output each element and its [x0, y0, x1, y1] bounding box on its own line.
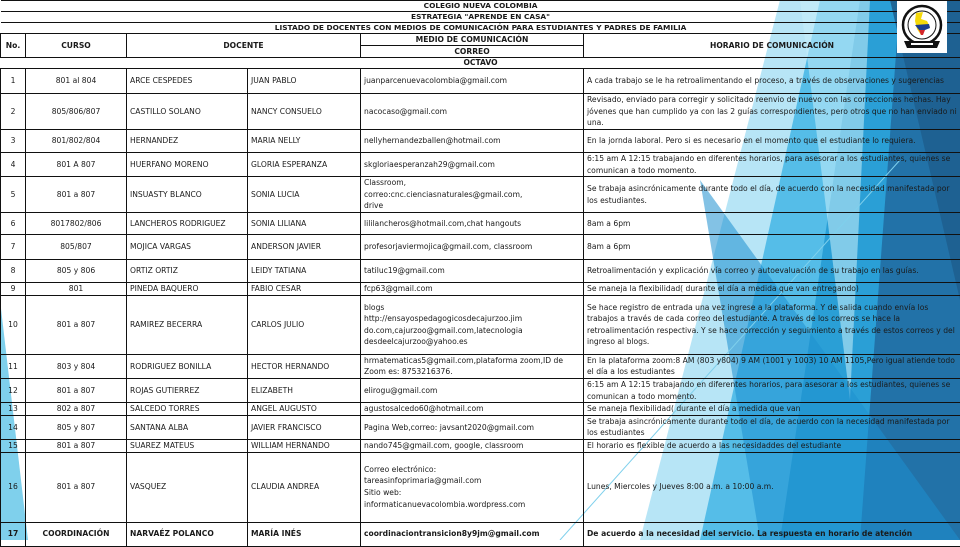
table-row	[1, 213, 960, 235]
cell-nombres: ELIZABETH	[248, 378, 361, 402]
cell-apellidos: ARCE CESPEDES	[127, 69, 248, 94]
cell-horario: Lunes, Miercoles y Jueves 8:00 a.m. a 10:00 a.m.	[584, 452, 960, 522]
cell-nombres: MARIA NELLY	[248, 130, 361, 153]
cell-nombres: MARÍA INÉS	[248, 522, 361, 546]
table-row	[1, 354, 960, 378]
cell-horario: 8am a 6pm	[584, 235, 960, 260]
list-title: LISTADO DE DOCENTES CON MEDIOS DE COMUNICACIÓN PARA ESTUDIANTES Y PADRES DE FAMILIA	[1, 23, 960, 34]
cell-medio[interactable]: hrmatematicas5@gmail.com,plataforma zoom,ID de Zoom es: 8753216376.	[361, 354, 584, 378]
table-row	[1, 295, 960, 354]
cell-no: 16	[1, 452, 26, 522]
cell-medio[interactable]	[361, 452, 584, 522]
cell-horario: 6:15 am A 12:15 trabajando en diferentes horarios, para asesorar a los estudiantes, quienes se comunican a todo momento.	[584, 378, 960, 402]
column-header-curso: CURSO	[26, 34, 127, 58]
cell-no: 1	[1, 69, 26, 94]
cell-nombres: JAVIER FRANCISCO	[248, 415, 361, 439]
column-header-horario: HORARIO DE COMUNICACIÓN	[584, 34, 960, 58]
column-header-medio: MEDIO DE COMUNICACIÓN	[361, 34, 584, 46]
cell-nombres: NANCY CONSUELO	[248, 94, 361, 130]
cell-no: 10	[1, 295, 26, 354]
cell-apellidos: SANTANA ALBA	[127, 415, 248, 439]
medio-line: do.com,cajurzoo@gmail.com,latecnologia	[364, 325, 580, 337]
medio-line: correo:cnc.cienciasnaturales@gmail.com,	[364, 189, 580, 201]
cell-curso: 801 a 807	[26, 452, 127, 522]
cell-medio[interactable]: elirogu@gmail.com	[361, 378, 584, 402]
cell-curso: 801 a 807	[26, 295, 127, 354]
table-row	[1, 260, 960, 283]
cell-medio[interactable]: nellyhernandezballen@hotmail.com	[361, 130, 584, 153]
cell-horario: En la jornda laboral. Pero si es necesario en el momento que el estudiante lo requiera.	[584, 130, 960, 153]
cell-no: 2	[1, 94, 26, 130]
table-row	[1, 153, 960, 177]
cell-horario: En la plataforma zoom:8 AM (803 y804) 9 AM (1001 y 1003) 10 AM 1105,Pero igual atiende todo el día a los estudiantes	[584, 354, 960, 378]
cell-no: 14	[1, 415, 26, 439]
cell-medio[interactable]: coordinaciontransicion8y9jm@gmail.com	[361, 522, 584, 546]
cell-curso: 805/806/807	[26, 94, 127, 130]
cell-horario: Se trabaja asincrónicamente durante todo el día, de acuerdo con la necesidad manifestada por los estudiantes	[584, 415, 960, 439]
strategy-title: ESTRATEGIA "APRENDE EN CASA"	[1, 12, 960, 23]
cell-medio[interactable]: Pagina Web,correo: javsant2020@gmail.com	[361, 415, 584, 439]
cell-curso: 801 A 807	[26, 153, 127, 177]
cell-apellidos: PINEDA BAQUERO	[127, 283, 248, 296]
cell-nombres: ANDERSON JAVIER	[248, 235, 361, 260]
cell-apellidos: RODRIGUEZ BONILLA	[127, 354, 248, 378]
cell-no: 3	[1, 130, 26, 153]
cell-horario: De acuerdo a la necesidad del servicio. La respuesta en horario de atención	[584, 522, 960, 546]
cell-horario: Retroalimentación y explicación vía correo y autoevaluación de su trabajo en las guías.	[584, 260, 960, 283]
table-row	[1, 177, 960, 213]
cell-curso: 801	[26, 283, 127, 296]
cell-no: 17	[1, 522, 26, 546]
cell-horario: Se hace registro de entrada una vez ingrese a la plataforma. Y de salida cuando envía los trabajos a través de cada correo del estudiante. A través de los correos se hace la retroalimentación respectiva. Y se hace corrección y seguimiento a través de estos correos y del ingreso al blogs.	[584, 295, 960, 354]
cell-no: 11	[1, 354, 26, 378]
cell-nombres: JUAN PABLO	[248, 69, 361, 94]
cell-nombres: SONIA LILIANA	[248, 213, 361, 235]
cell-apellidos: ROJAS GUTIERREZ	[127, 378, 248, 402]
cell-no: 9	[1, 283, 26, 296]
cell-medio[interactable]: tatiluc19@gmail.com	[361, 260, 584, 283]
cell-apellidos: SALCEDO TORRES	[127, 403, 248, 416]
cell-curso: 805 y 806	[26, 260, 127, 283]
cell-nombres: LEIDY TATIANA	[248, 260, 361, 283]
table-row	[1, 235, 960, 260]
medio-line: Correo electrónico:	[364, 464, 580, 476]
cell-apellidos: HUERFANO MORENO	[127, 153, 248, 177]
cell-horario: Se maneja la flexibilidad( durante el día a medida que van entregando)	[584, 283, 960, 296]
cell-medio[interactable]: juanparcenuevacolombia@gmail.com	[361, 69, 584, 94]
cell-no: 15	[1, 439, 26, 452]
medio-line: informaticanuevacolombia.wordpress.com	[364, 499, 580, 511]
cell-medio[interactable]: agustosalcedo60@hotmail.com	[361, 403, 584, 416]
table-row	[1, 439, 960, 452]
medio-line: blogs	[364, 302, 580, 314]
table-row	[1, 403, 960, 416]
cell-medio[interactable]: nacocaso@gmail.com	[361, 94, 584, 130]
table-row	[1, 452, 960, 522]
cell-apellidos: MOJICA VARGAS	[127, 235, 248, 260]
cell-nombres: CARLOS JULIO	[248, 295, 361, 354]
cell-curso: 801 a 807	[26, 439, 127, 452]
cell-curso: 801 al 804	[26, 69, 127, 94]
cell-medio[interactable]: nando745@gmail.com, google, classroom	[361, 439, 584, 452]
cell-medio[interactable]: lililancheros@hotmail.com,chat hangouts	[361, 213, 584, 235]
cell-nombres: GLORIA ESPERANZA	[248, 153, 361, 177]
cell-nombres: HECTOR HERNANDO	[248, 354, 361, 378]
cell-apellidos: SUAREZ MATEUS	[127, 439, 248, 452]
table-row	[1, 378, 960, 402]
cell-no: 12	[1, 378, 26, 402]
cell-medio[interactable]: skgloriaesperanzah29@gmail.com	[361, 153, 584, 177]
column-header-correo: CORREO	[361, 46, 584, 58]
cell-horario: El horario es flexible de acuerdo a las necesidaddes del estudiante	[584, 439, 960, 452]
cell-medio[interactable]: fcp63@gmail.com	[361, 283, 584, 296]
table-row	[1, 94, 960, 130]
cell-no: 6	[1, 213, 26, 235]
cell-apellidos: ORTIZ ORTIZ	[127, 260, 248, 283]
medio-line: drive	[364, 200, 580, 212]
cell-curso: 801/802/804	[26, 130, 127, 153]
school-name: COLEGIO NUEVA COLOMBIA	[1, 1, 960, 12]
cell-nombres: CLAUDIA ANDREA	[248, 452, 361, 522]
cell-horario: A cada trabajo se le ha retroalimentando el proceso, a través de observaciones y sugerencias	[584, 69, 960, 94]
table-row	[1, 522, 960, 546]
cell-horario: Se trabaja asincrónicamente durante todo el día, de acuerdo con la necesidad manifestada por los estudiantes.	[584, 177, 960, 213]
cell-horario: Revisado, enviado para corregir y solicitado reenvio de nuevo con las correcciones hechas. Hay jóvenes que han cumplido ya con las 2 guías correspondientes, pero otros que no han enviado ni una.	[584, 94, 960, 130]
cell-nombres: ANGEL AUGUSTO	[248, 403, 361, 416]
cell-curso: 805 y 807	[26, 415, 127, 439]
cell-medio[interactable]	[361, 177, 584, 213]
cell-apellidos: CASTILLO SOLANO	[127, 94, 248, 130]
cell-horario: 6:15 am A 12:15 trabajando en diferentes horarios, para asesorar a los estudiantes, quienes se comunican a todo momento.	[584, 153, 960, 177]
column-header-docente: DOCENTE	[127, 34, 361, 58]
cell-nombres: FABIO CESAR	[248, 283, 361, 296]
cell-no: 4	[1, 153, 26, 177]
table-row	[1, 415, 960, 439]
cell-apellidos: LANCHEROS RODRIGUEZ	[127, 213, 248, 235]
cell-no: 5	[1, 177, 26, 213]
cell-curso: 805/807	[26, 235, 127, 260]
table-row	[1, 283, 960, 296]
medio-line: Classroom,	[364, 177, 580, 189]
medio-line: http://ensayospedagogicosdecajurzoo.jim	[364, 313, 580, 325]
cell-horario: Se maneja flexibilidad( durante el día a medida que van	[584, 403, 960, 416]
cell-curso: 803 y 804	[26, 354, 127, 378]
cell-nombres: SONIA LUCIA	[248, 177, 361, 213]
cell-apellidos: VASQUEZ	[127, 452, 248, 522]
cell-medio[interactable]: profesorjaviermojica@gmail.com, classroom	[361, 235, 584, 260]
table-row	[1, 130, 960, 153]
cell-no: 13	[1, 403, 26, 416]
cell-curso: 801 a 807	[26, 378, 127, 402]
cell-curso: 802 a 807	[26, 403, 127, 416]
cell-horario: 8am a 6pm	[584, 213, 960, 235]
cell-apellidos: HERNANDEZ	[127, 130, 248, 153]
school-logo	[897, 1, 947, 53]
cell-curso: 8017802/806	[26, 213, 127, 235]
cell-apellidos: RAMIREZ BECERRA	[127, 295, 248, 354]
column-header-no: No.	[1, 34, 26, 58]
medio-line: Sitio web:	[364, 487, 580, 499]
cell-apellidos: INSUASTY BLANCO	[127, 177, 248, 213]
school-crest-icon	[899, 3, 945, 51]
table-row	[1, 69, 960, 94]
cell-apellidos: NARVAÉZ POLANCO	[127, 522, 248, 546]
cell-no: 8	[1, 260, 26, 283]
cell-nombres: WILLIAM HERNANDO	[248, 439, 361, 452]
cell-curso: 801 a 807	[26, 177, 127, 213]
section-label: OCTAVO	[1, 58, 960, 69]
medio-line: desdeelcajurzoo@yahoo.es	[364, 336, 580, 348]
cell-no: 7	[1, 235, 26, 260]
medio-line: tareasinfoprimaria@gmail.com	[364, 475, 580, 487]
cell-medio[interactable]	[361, 295, 584, 354]
cell-curso: COORDINACIÓN	[26, 522, 127, 546]
